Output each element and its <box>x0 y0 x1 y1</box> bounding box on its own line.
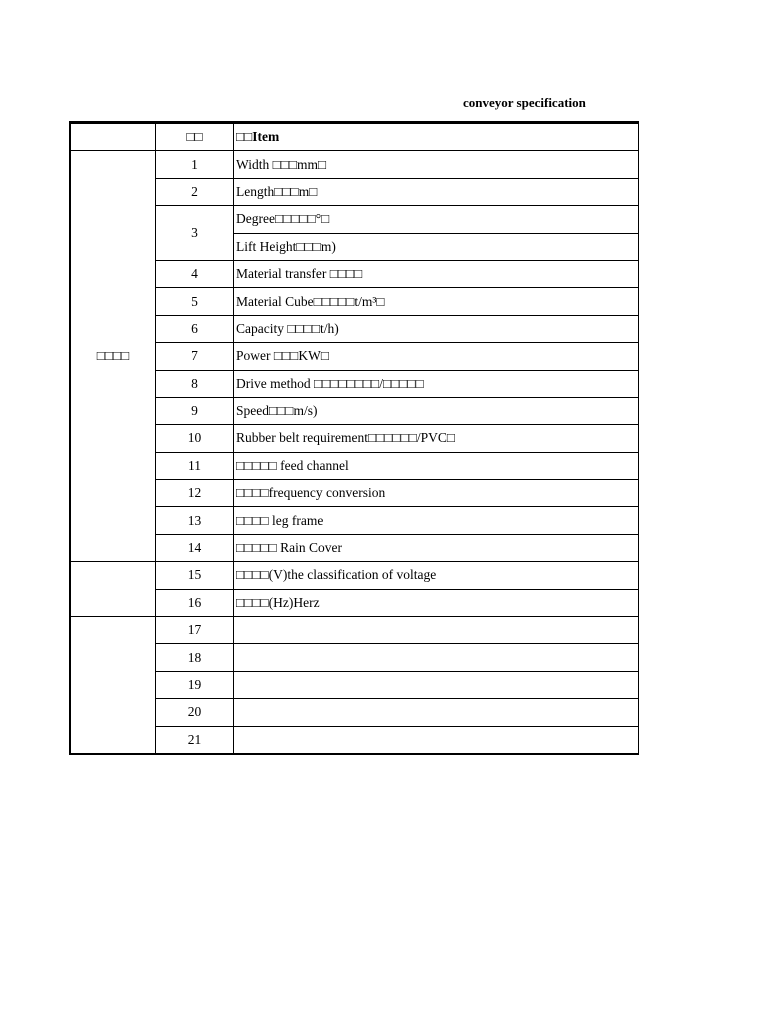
table-row <box>70 534 639 561</box>
row-number-cell: 7 <box>156 343 234 370</box>
row-number-cell: 21 <box>156 726 234 754</box>
table-row <box>70 315 639 342</box>
table-row <box>70 480 639 507</box>
table-row <box>70 671 639 698</box>
row-number-cell: 2 <box>156 178 234 205</box>
table-row <box>70 452 639 479</box>
row-item-cell: □□□□(Hz)Herz <box>234 589 639 616</box>
row-item-cell <box>234 644 639 671</box>
row-number-cell: 13 <box>156 507 234 534</box>
row-number-cell: 15 <box>156 562 234 589</box>
table-row <box>70 178 639 205</box>
table-row <box>70 617 639 644</box>
table-row <box>70 425 639 452</box>
row-number-cell: 20 <box>156 699 234 726</box>
table-row <box>70 206 639 233</box>
row-item-cell: Length□□□m□ <box>234 178 639 205</box>
row-item-cell: Power □□□KW□ <box>234 343 639 370</box>
header-group-cell <box>70 123 156 151</box>
row-number-cell: 16 <box>156 589 234 616</box>
row-number-cell: 12 <box>156 480 234 507</box>
row-item-cell: Rubber belt requirement□□□□□□/PVC□ <box>234 425 639 452</box>
row-item-cell <box>234 671 639 698</box>
row-item-cell: Capacity □□□□t/h) <box>234 315 639 342</box>
header-item-cell: □□Item <box>234 123 639 151</box>
row-number-cell: 14 <box>156 534 234 561</box>
group-label-cell: □□□□ <box>70 151 156 562</box>
row-number-cell: 3 <box>156 206 234 261</box>
group-label-cell <box>70 617 156 754</box>
row-item-cell: □□□□□ feed channel <box>234 452 639 479</box>
row-item-cell: □□□□ leg frame <box>234 507 639 534</box>
table-row <box>70 589 639 616</box>
row-number-cell: 6 <box>156 315 234 342</box>
row-item-cell: Material transfer □□□□ <box>234 260 639 287</box>
row-number-cell: 5 <box>156 288 234 315</box>
row-item-cell <box>234 699 639 726</box>
row-number-cell: 8 <box>156 370 234 397</box>
row-number-cell: 1 <box>156 151 234 178</box>
row-item-cell: Drive method □□□□□□□□/□□□□□ <box>234 370 639 397</box>
table-row <box>70 260 639 287</box>
row-number-cell: 17 <box>156 617 234 644</box>
row-item-cell <box>234 726 639 754</box>
table-row <box>70 151 639 178</box>
table-row <box>70 397 639 424</box>
table-row <box>70 343 639 370</box>
row-item-cell: □□□□(V)the classification of voltage <box>234 562 639 589</box>
row-item-cell: Width □□□mm□ <box>234 151 639 178</box>
row-number-cell: 10 <box>156 425 234 452</box>
row-number-cell: 4 <box>156 260 234 287</box>
table-row <box>70 562 639 589</box>
row-item-cell: Material Cube□□□□□t/m³□ <box>234 288 639 315</box>
row-item-cell: Speed□□□m/s) <box>234 397 639 424</box>
row-number-cell: 18 <box>156 644 234 671</box>
row-number-cell: 9 <box>156 397 234 424</box>
row-item-cell: □□□□frequency conversion <box>234 480 639 507</box>
table-row <box>70 370 639 397</box>
row-item-cell: Lift Height□□□m) <box>234 233 639 260</box>
row-item-cell: Degree□□□□□°□ <box>234 206 639 233</box>
table-header-row <box>70 123 639 151</box>
table-row <box>70 644 639 671</box>
header-number-cell: □□ <box>156 123 234 151</box>
table-row <box>70 726 639 754</box>
document-title: conveyor specification <box>463 95 586 110</box>
table-row <box>70 699 639 726</box>
row-item-cell <box>234 617 639 644</box>
group-label-cell <box>70 562 156 617</box>
table-row <box>70 507 639 534</box>
table-row <box>70 288 639 315</box>
row-number-cell: 11 <box>156 452 234 479</box>
row-item-cell: □□□□□ Rain Cover <box>234 534 639 561</box>
row-number-cell: 19 <box>156 671 234 698</box>
specification-table <box>69 121 639 755</box>
